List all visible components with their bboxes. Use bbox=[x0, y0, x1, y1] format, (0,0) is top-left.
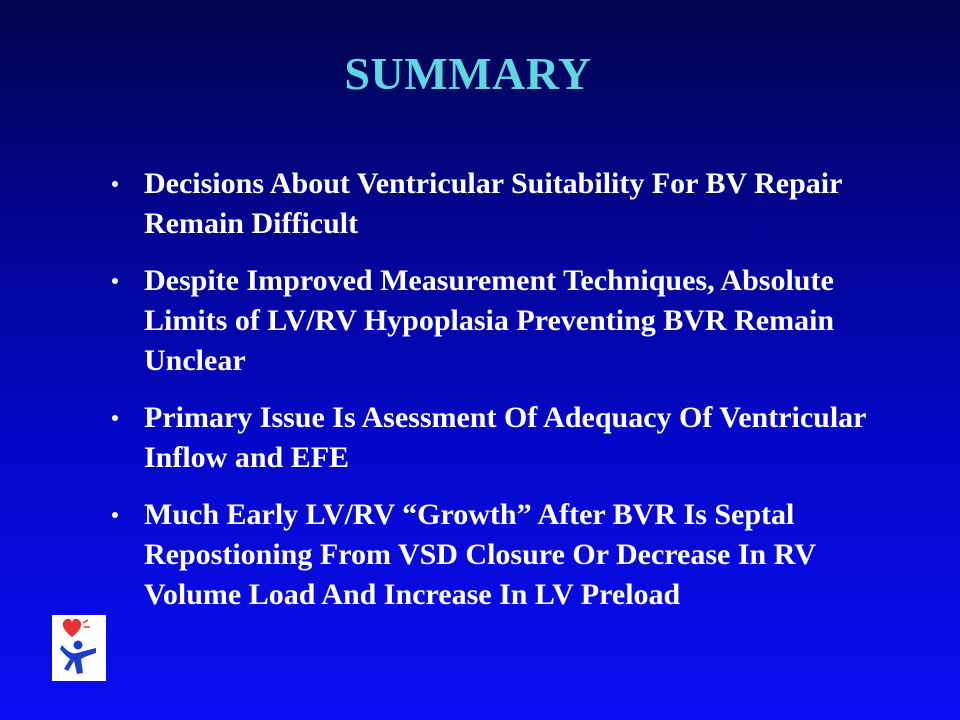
bullet-text: Primary Issue Is Asessment Of Adequacy Of Ventricular Inflow and EFE bbox=[144, 401, 866, 474]
heart-child-logo-icon bbox=[52, 615, 106, 681]
bullet-text: Much Early LV/RV “Growth” After BVR Is Septal Repostioning From VSD Closure Or Decrease In RV Volume Load And Increase In LV Preload bbox=[144, 498, 816, 611]
bullet-item bbox=[112, 398, 872, 478]
slide-title: SUMMARY bbox=[344, 48, 592, 99]
bullet-dot-icon bbox=[112, 278, 118, 284]
bullet-list bbox=[112, 164, 872, 632]
bullet-dot-icon bbox=[112, 415, 118, 421]
bullet-item bbox=[112, 495, 872, 615]
bullet-text: Despite Improved Measurement Techniques, Absolute Limits of LV/RV Hypoplasia Preventing BVR Remain Unclear bbox=[144, 264, 835, 377]
bullet-dot-icon bbox=[112, 181, 118, 187]
bullet-item bbox=[112, 164, 872, 244]
bullet-item bbox=[112, 261, 872, 381]
bullet-dot-icon bbox=[112, 512, 118, 518]
bullet-text: Decisions About Ventricular Suitability For BV Repair Remain Difficult bbox=[144, 167, 842, 240]
